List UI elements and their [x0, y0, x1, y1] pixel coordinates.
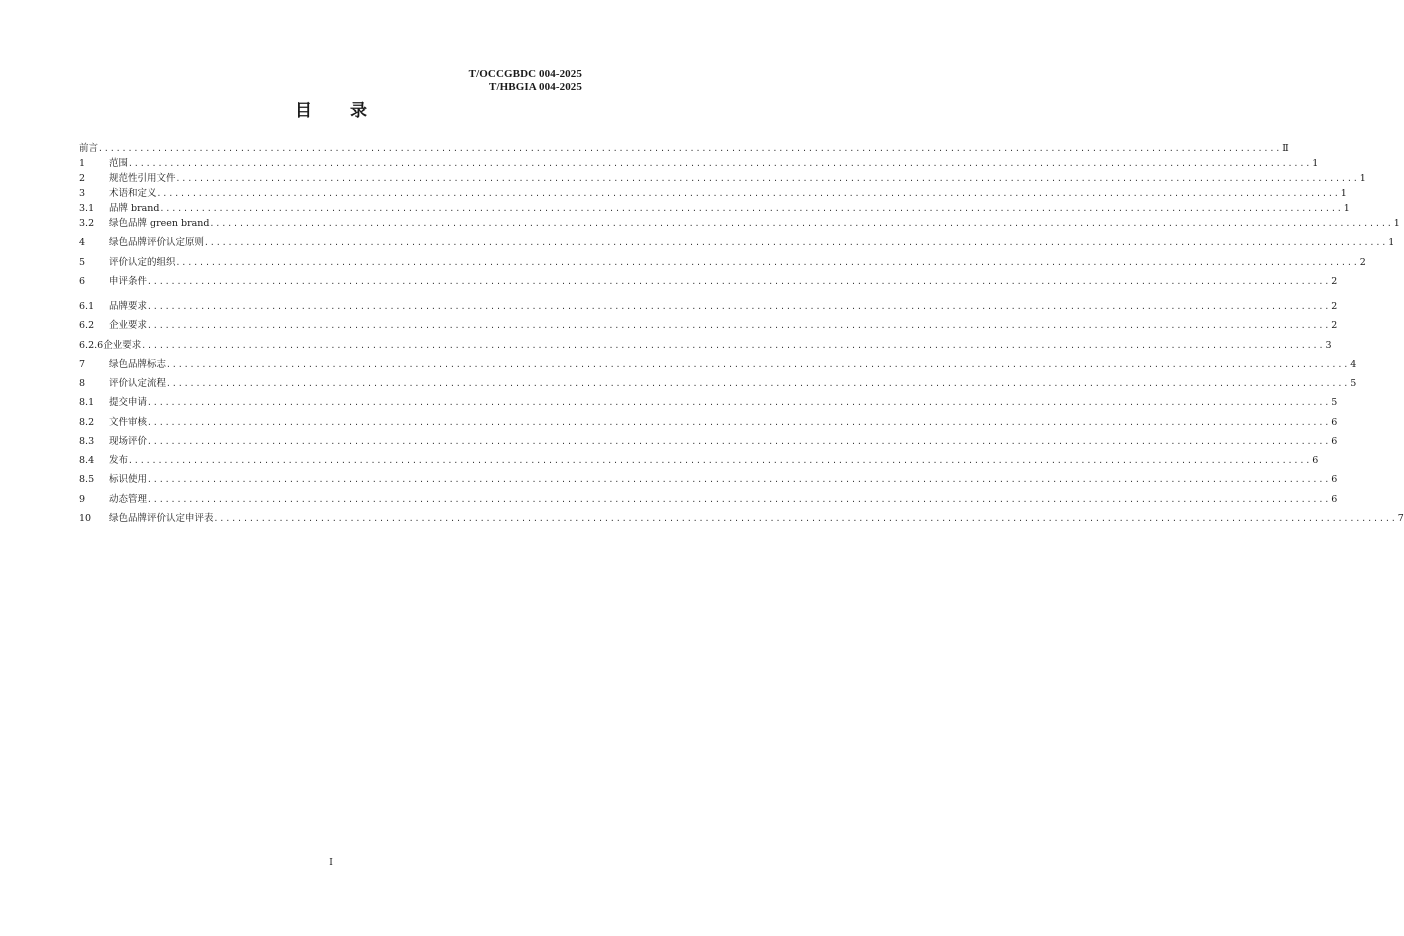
toc-entry[interactable]	[79, 493, 1338, 507]
toc-entry-label: 绿色品牌 green brand	[109, 218, 210, 229]
toc-entry-label: 申评条件	[109, 276, 148, 287]
toc-entry-page: 6	[1331, 474, 1338, 485]
toc-entry-label: 现场评价	[109, 436, 148, 447]
toc-entry-label: 范围	[109, 158, 129, 169]
toc-dot-leader: ........................................................................................................................................................................................................	[175, 258, 1359, 267]
toc-entry-label: 企业要求	[109, 320, 148, 331]
toc-entry[interactable]	[79, 435, 1338, 449]
toc-entry-label: 提交申请	[109, 397, 148, 408]
toc-entry-page: 6	[1312, 455, 1319, 466]
toc-dot-leader: ........................................................................................................................................................................................................	[128, 456, 1312, 465]
toc-entry[interactable]	[79, 187, 1347, 201]
toc-entry[interactable]	[79, 454, 1319, 468]
toc-entry-page: 5	[1350, 378, 1357, 389]
toc-entry[interactable]	[79, 300, 1338, 314]
toc-dot-leader: ........................................................................................................................................................................................................	[147, 437, 1331, 446]
toc-entry[interactable]	[79, 339, 1332, 353]
toc-entry-number: 6.1	[79, 301, 95, 312]
toc-entry[interactable]	[79, 512, 1404, 526]
toc-entry-number: 1	[79, 158, 86, 169]
toc-entry[interactable]	[79, 377, 1357, 391]
toc-entry-number: 8.4	[79, 455, 95, 466]
toc-entry-label: 评价认定流程	[109, 378, 167, 389]
toc-entry-number: 10	[79, 513, 92, 524]
toc-dot-leader: ........................................................................................................................................................................................................	[147, 475, 1331, 484]
toc-entry-page: 1	[1359, 173, 1366, 184]
toc-entry-number: 8.5	[79, 474, 95, 485]
toc-entry-page: 1	[1393, 218, 1400, 229]
toc-dot-leader: ........................................................................................................................................................................................................	[209, 219, 1393, 228]
toc-entry-label: 绿色品牌评价认定申评表	[109, 513, 214, 524]
toc-entry[interactable]	[79, 473, 1338, 487]
toc-entry[interactable]	[79, 358, 1357, 372]
toc-entry[interactable]	[79, 256, 1366, 270]
toc-entry-label: 评价认定的组织	[109, 257, 176, 268]
toc-entry-number: 3.2	[79, 218, 95, 229]
toc-entry-number: 2	[79, 173, 86, 184]
toc-entry-page: 3	[1325, 340, 1332, 351]
toc-dot-leader: ........................................................................................................................................................................................................	[213, 514, 1397, 523]
toc-dot-leader: ........................................................................................................................................................................................................	[147, 418, 1331, 427]
toc-entry-label: 企业要求	[103, 340, 142, 351]
toc-dot-leader: ........................................................................................................................................................................................................	[166, 360, 1350, 369]
toc-entry-number: 4	[79, 237, 86, 248]
toc-entry-label: 规范性引用文件	[109, 173, 176, 184]
toc-entry-page: 1	[1343, 203, 1350, 214]
toc-entry-number: 8.1	[79, 397, 95, 408]
toc-entry-page: 2	[1331, 320, 1338, 331]
toc-entry[interactable]	[79, 142, 1289, 156]
toc-entry-number: 6.2.6	[79, 340, 104, 351]
toc-entry-label: 标识使用	[109, 474, 148, 485]
toc-dot-leader: ........................................................................................................................................................................................................	[141, 341, 1325, 350]
standard-codes	[469, 68, 582, 94]
toc-dot-leader: ........................................................................................................................................................................................................	[147, 277, 1331, 286]
toc-dot-leader: ........................................................................................................................................................................................................	[159, 204, 1343, 213]
toc-entry-label: 品牌要求	[109, 301, 148, 312]
toc-dot-leader: ........................................................................................................................................................................................................	[147, 398, 1331, 407]
toc-entry-number: 6.2	[79, 320, 95, 331]
toc-entry[interactable]	[79, 217, 1400, 231]
toc-entry-number: 7	[79, 359, 86, 370]
toc-entry-page: Ⅱ	[1282, 143, 1289, 154]
toc-entry-page: 6	[1331, 494, 1338, 505]
toc-entry-label: 动态管理	[109, 494, 148, 505]
toc-entry-page: 2	[1331, 301, 1338, 312]
toc-entry[interactable]	[79, 416, 1338, 430]
toc-entry-page: 7	[1397, 513, 1404, 524]
page-title: 目录	[295, 101, 405, 121]
toc-entry-page: 1	[1388, 237, 1395, 248]
toc-dot-leader: ........................................................................................................................................................................................................	[156, 189, 1340, 198]
toc-entry-page: 1	[1312, 158, 1319, 169]
toc-entry-label: 绿色品牌评价认定原则	[109, 237, 205, 248]
toc-entry-number: 8.2	[79, 417, 95, 428]
toc-entry-number: 8.3	[79, 436, 95, 447]
toc-dot-leader: ........................................................................................................................................................................................................	[204, 238, 1388, 247]
toc-entry-page: 1	[1340, 188, 1347, 199]
toc-entry-number: 9	[79, 494, 86, 505]
toc-dot-leader: ........................................................................................................................................................................................................	[128, 159, 1312, 168]
toc-entry-number: 3.1	[79, 203, 95, 214]
toc-entry-number: 5	[79, 257, 86, 268]
toc-entry[interactable]	[79, 157, 1319, 171]
toc-entry-page: 4	[1350, 359, 1357, 370]
toc-dot-leader: ........................................................................................................................................................................................................	[147, 321, 1331, 330]
toc-dot-leader: ........................................................................................................................................................................................................	[166, 379, 1350, 388]
toc-entry-page: 6	[1331, 436, 1338, 447]
toc-entry-label: 品牌 brand	[109, 203, 160, 214]
toc-entry-label: 术语和定义	[109, 188, 157, 199]
page-number: I	[329, 858, 333, 868]
toc-entry-number: 3	[79, 188, 86, 199]
toc-entry[interactable]	[79, 172, 1366, 186]
standard-code-hbgia: T/HBGIA 004-2025	[489, 81, 582, 93]
toc-dot-leader: ........................................................................................................................................................................................................	[147, 495, 1331, 504]
toc-entry-number: 8	[79, 378, 86, 389]
toc-entry[interactable]	[79, 275, 1338, 289]
toc-dot-leader: ........................................................................................................................................................................................................	[147, 302, 1331, 311]
toc-entry-label: 绿色品牌标志	[109, 359, 167, 370]
toc-entry[interactable]	[79, 319, 1338, 333]
toc-entry[interactable]	[79, 396, 1338, 410]
toc-entry[interactable]	[79, 236, 1395, 250]
toc-entry-page: 5	[1331, 397, 1338, 408]
toc-entry-label: 文件审核	[109, 417, 148, 428]
toc-dot-leader: ........................................................................................................................................................................................................	[175, 174, 1359, 183]
toc-entry[interactable]	[79, 202, 1350, 216]
toc-entry-page: 2	[1331, 276, 1338, 287]
standard-code-occgbdc: T/OCCGBDC 004-2025	[468, 68, 582, 80]
toc-entry-label: 发布	[109, 455, 129, 466]
toc-entry-label: 前言	[79, 143, 99, 154]
toc-entry-page: 6	[1331, 417, 1338, 428]
toc-dot-leader: ........................................................................................................................................................................................................	[98, 144, 1282, 153]
toc-entry-page: 2	[1359, 257, 1366, 268]
toc-entry-number: 6	[79, 276, 86, 287]
